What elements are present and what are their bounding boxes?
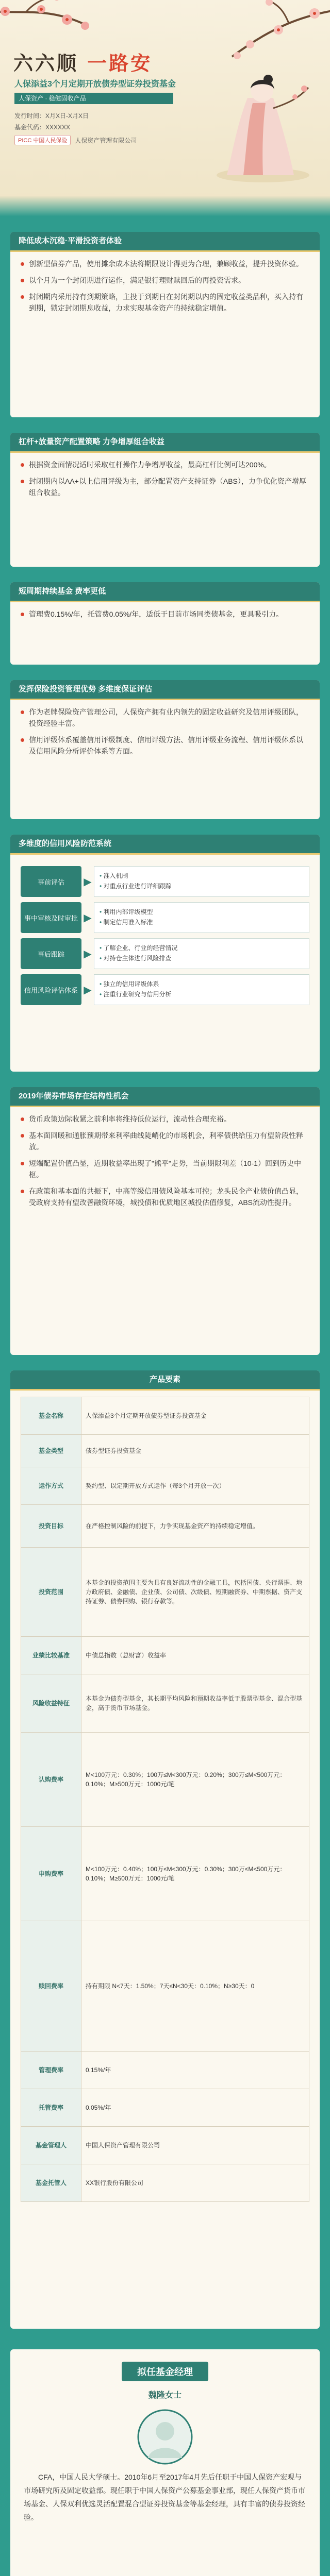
table-row [21,1505,309,1548]
section-leverage [10,433,320,567]
list-item: 在政策和基本面的共振下，中高等级信用债风险基本可控；龙头民企产业债价值凸显，受政府支持有望改善融资环境，城投债和优质地区城投估值修复，ABS流动性提升。 [21,1185,309,1208]
list-item: 以个月为一个封闭期进行运作，满足银行理财赎回后的再投资需求。 [21,275,309,286]
risk-stage-label: 信用风险评估体系 [21,974,81,1005]
table-key: 基金名称 [21,1397,81,1435]
table-value: XX银行股份有限公司 [81,2164,309,2202]
table-value: M<100万元：0.30%；100万≤M<300万元：0.20%；300万≤M<500万元：0.10%；M≥500万元：1000元/笔 [81,1733,309,1827]
table-value: 中债总指数（总财富）收益率 [81,1637,309,1674]
table-row [21,2052,309,2089]
risk-line: • 了解企业、行业的经营情况 [100,943,304,953]
table-key: 认购费率 [21,1733,81,1827]
table-row [21,2089,309,2127]
list-item: 基本面回暖和通胀预期带来利率曲线陡峭化的市场机会，利率债供给压力有望阶段性释放。 [21,1130,309,1153]
arrow-right-icon: ▶ [84,912,92,924]
product-table-wrap [10,1391,320,2210]
section-title: 短周期持续基金 费率更低 [10,582,320,602]
risk-stage-label: 事后跟踪 [21,938,81,969]
header-info [14,110,89,133]
arrow-right-icon: ▶ [84,948,92,960]
list-item: 封闭期内以AA+以上信用评级为主，部分配置资产支持证券（ABS），力争优化资产增厚组合收益。 [21,476,309,498]
risk-stage-body [94,938,309,969]
section-cost [10,232,320,417]
table-key: 投资目标 [21,1505,81,1548]
list-item: 货币政策边际收紧之前利率将维持低位运行，流动性合理充裕。 [21,1113,309,1125]
table-value: M<100万元：0.40%；100万≤M<300万元：0.30%；300万≤M<500万元：0.10%；M≥500万元：1000元/笔 [81,1827,309,1921]
list-item: 作为老牌保险资产管理公司，人保资产拥有业内领先的固定收益研究及信用评级团队，投资经验丰富。 [21,706,309,729]
section-product [10,1370,320,2329]
product-table [21,1397,309,2202]
risk-line: • 准入机制 [100,871,304,881]
table-value: 0.05%/年 [81,2089,309,2127]
header-tagline-bar: 人保资产 · 稳健固收产品 [14,93,173,104]
risk-stage-body [94,866,309,897]
table-row [21,1733,309,1827]
section-title: 发挥保险投资管理优势 多维度保证评估 [10,680,320,700]
table-value: 中国人保资产管理有限公司 [81,2127,309,2164]
arrow-right-icon: ▶ [84,984,92,996]
plum-blossom-icon [201,0,330,67]
lady-figure-illustration [186,62,320,185]
picc-logo: PICC 中国人民保险 [14,135,71,145]
section-market [10,1087,320,1355]
table-key: 基金类型 [21,1435,81,1467]
section-title: 降低成本沉稳·平滑投资者体验 [10,232,320,252]
company-name: 人保资产管理有限公司 [75,137,137,144]
table-row [21,1467,309,1505]
table-key: 运作方式 [21,1467,81,1505]
section-title: 2019年债券市场存在结构性机会 [10,1087,320,1107]
header-banner [0,0,330,216]
risk-stage-body [94,974,309,1005]
header-logo-row [14,135,137,145]
table-row [21,1435,309,1467]
table-key: 投资范围 [21,1548,81,1637]
section-body [10,453,320,512]
risk-row [21,974,309,1005]
manager-bio-wrap [10,2470,320,2524]
section-title: 拟任基金经理 [122,2362,208,2381]
table-row [21,2164,309,2202]
table-key: 管理费率 [21,2052,81,2089]
table-key: 赎回费率 [21,1921,81,2052]
table-key: 申购费率 [21,1827,81,1921]
fund-code: 基金代码：XXXXXX [14,124,71,131]
risk-line: • 独立的信用评级体系 [100,979,304,989]
manager-head-wrap [10,2349,320,2381]
risk-row [21,866,309,897]
section-advantage [10,680,320,819]
section-manager [10,2349,320,2576]
table-key: 基金托管人 [21,2164,81,2202]
risk-row [21,938,309,969]
table-row [21,2127,309,2164]
fund-subtitle: 人保添益3个月定期开放债券型证券投资基金 [14,80,176,89]
title-part-1: 六六顺 [13,52,79,75]
risk-stage-label: 事中审核及时审批 [21,902,81,933]
table-row [21,1637,309,1674]
risk-line: • 制定信用准入标准 [100,917,304,927]
section-body [10,252,320,327]
issue-period: 发行时间：X月X日-X月X日 [14,112,89,120]
list-item: 封闭期内采用持有到期策略，主投于到期日在封闭期以内的固定收益类品种，买入持有到期，锁定封闭期息收益，力求实现基金资产的持续稳定增值。 [21,291,309,314]
table-key: 业绩比较基准 [21,1637,81,1674]
risk-line: • 利用内部评级模型 [100,907,304,917]
list-item: 信用评级体系覆盖信用评级制度、信用评级方法、信用评级业务流程、信用评级体系以及信用风险分析评价体系等方面。 [21,734,309,757]
risk-line: • 对重点行业进行详细跟踪 [100,881,304,891]
list-item: 创新型债券产品，使用摊余成本法将期限设计得更为合理，兼顾收益，提升投资体验。 [21,258,309,269]
section-fees [10,582,320,665]
table-key: 风险收益特征 [21,1674,81,1733]
header-fade [0,196,330,216]
section-title: 杠杆+放量资产配置策略 力争增厚组合收益 [10,433,320,453]
table-value: 人保添益3个月定期开放债券型证券投资基金 [81,1397,309,1435]
table-row [21,1674,309,1733]
section-title: 多维度的信用风险防范系统 [10,835,320,855]
table-value: 契约型、以定期开放方式运作（每3个月开放一次） [81,1467,309,1505]
risk-line: • 对持仓主体进行风险排查 [100,953,304,963]
title-part-2: 一路安 [87,52,153,75]
risk-stage-body [94,902,309,933]
table-value: 0.15%/年 [81,2052,309,2089]
section-body [10,602,320,633]
table-row [21,1548,309,1637]
table-row [21,1397,309,1435]
list-item: 短端配置价值凸显，近期收益率出现了"熊平"走势，当前期限利差（10-1）回到历史中枢。 [21,1158,309,1180]
table-row [21,1921,309,2052]
risk-diagram [10,855,320,1019]
risk-line: • 注重行业研究与信用分析 [100,989,304,999]
table-value: 持有期限 N<7天：1.50%；7天≤N<30天：0.10%；N≥30天：0 [81,1921,309,2052]
section-title: 产品要素 [10,1370,320,1391]
page-title [13,47,152,76]
manager-bio: CFA，中国人民大学硕士。2010年6月至2017年4月先后任职于中国人保资产宏观与市场研究所及固定收益部。现任职于中国人保资产公募基金事业部，现任人保资产货币市场基金、人保双利优选灵活配置混合型证券投资基金等基金经理，具有丰富的债券投资经验。 [24,2473,305,2521]
list-item: 根据资金面情况适时采取杠杆操作力争增厚收益，最高杠杆比例可达200%。 [21,459,309,470]
plum-blossom-icon [0,0,108,52]
manager-name: 魏隆女士 [148,2391,182,2400]
section-body [10,1107,320,1222]
arrow-right-icon: ▶ [84,876,92,888]
section-body [10,700,320,770]
table-value: 在严格控制风险的前提下，力争实现基金资产的持续稳定增值。 [81,1505,309,1548]
risk-stage-label: 事前评估 [21,866,81,897]
risk-row [21,902,309,933]
section-risk-system [10,835,320,1072]
table-value: 债券型证券投资基金 [81,1435,309,1467]
table-value: 本基金的投资范围主要为具有良好流动性的金融工具，包括国债、央行票据、地方政府债、金融债、企业债、公司债、次级债、短期融资券、中期票据、资产支持证券、债券回购、银行存款等。 [81,1548,309,1637]
table-row [21,1827,309,1921]
table-key: 托管费率 [21,2089,81,2127]
avatar [137,2409,193,2465]
table-value: 本基金为债券型基金，其长期平均风险和预期收益率低于股票型基金、混合型基金，高于货币市场基金。 [81,1674,309,1733]
list-item: 管理费0.15%/年，托管费0.05%/年，适低于目前市场同类债基金，更具吸引力。 [21,608,309,620]
table-key: 基金管理人 [21,2127,81,2164]
